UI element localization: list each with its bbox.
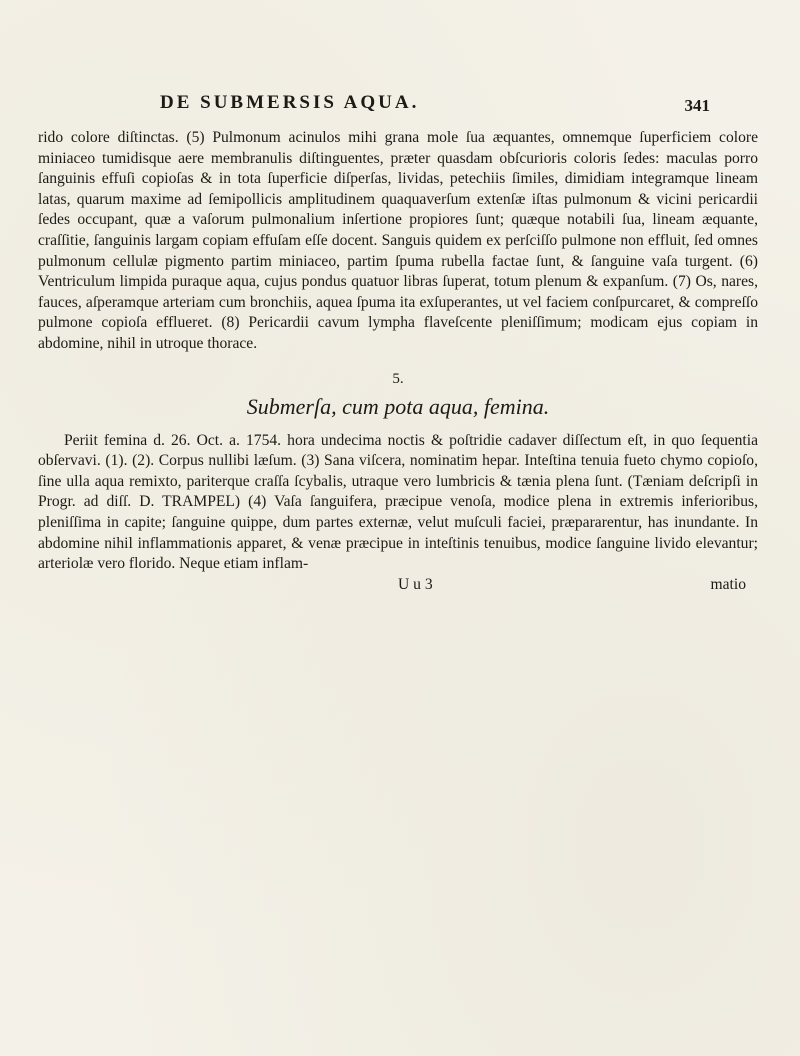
catchword: matio [710,575,746,593]
body-text [38,128,758,597]
paragraph-case-report: Periit femina d. 26. Oct. a. 1754. hora undecima noctis & poſtridie cadaver diſſectum eſt, in quo ſequentia obſervavi. (1). (2). Corpus nullibi læſum. (3) Sana viſcera, nominatim hepar. Inteſtina tenuia fueto chymo copioſo, ſine ulla aqua remixto, pariterque craſſa ſcybalis, utraque vero lumbricis & tænia plena ſunt. (Tæniam deſcripſi in Progr. ad diſſ. D. TRAMPEL) (4) Vaſa ſanguifera, præcipue venoſa, modice plena in extremis inferioribus, pleniſſima in capite; ſanguine quippe, dum partes externæ, velut muſculi faciei, præpararentur, has inundante. In abdomine nihil inflammationis apparet, & venæ præcipue in inteſtinis tenuibus, modice ſanguine livido elevantur; arteriolæ vero florido. Neque etiam inflam- [38,431,758,573]
section-number: 5. [392,370,404,387]
paragraph-observations-continued: rido colore diſtinctas. (5) Pulmonum acinulos mihi grana mole ſua æquantes, omnemque ſuperficiem colore miniaceo tumidisque aere membranulis diſtinguentes, præter quasdam obſcurioris coloris ſedes: maculas porro ſanguinis effuſi copioſas & in tota ſuperficie diſperſas, lividas, petechiis ſimiles, dimidiam integramque lineam latas, quarum maxime ad ſemipollicis amplitudinem quaquaverſum extenſæ iſtas pulmonum & vicini pericardii ſedes occupant, quæ a vaſorum pulmonalium inſertione propiores ſunt; quæque notabili ſua, lineam æquante, craſſitie, ſanguinis largam copiam effuſam eſſe docent. Sanguis quidem ex perſciſſo pulmone non effluit, ſed omnes pulmonum cellulæ pigmento partim miniaceo, partim ſpuma rubella factae ſunt, & ſanguine vaſa turgent. (6) Ventriculum limpida puraque aqua, cujus pondus quatuor libras ſuperat, totum plenum & expanſum. (7) Os, nares, fauces, aſperamque arteriam cum bronchiis, aquea ſpuma ita exſuperantes, ut vel faciem conſpurcaret, & compreſſo pulmone copioſa efflueret. (8) Pericardii cavum lympha flaveſcente pleniſſimum; modicam ejus copiam in abdomine, nihil in utroque thorace. [38,129,758,352]
running-title: DE SUBMERSIS AQUA. [160,92,420,113]
page-footer [38,575,758,597]
signature-mark: U u 3 [398,575,433,593]
running-head [100,92,760,122]
page-number: 341 [684,96,710,115]
section-title: Submerſa, cum pota aqua, femina. [246,393,550,419]
